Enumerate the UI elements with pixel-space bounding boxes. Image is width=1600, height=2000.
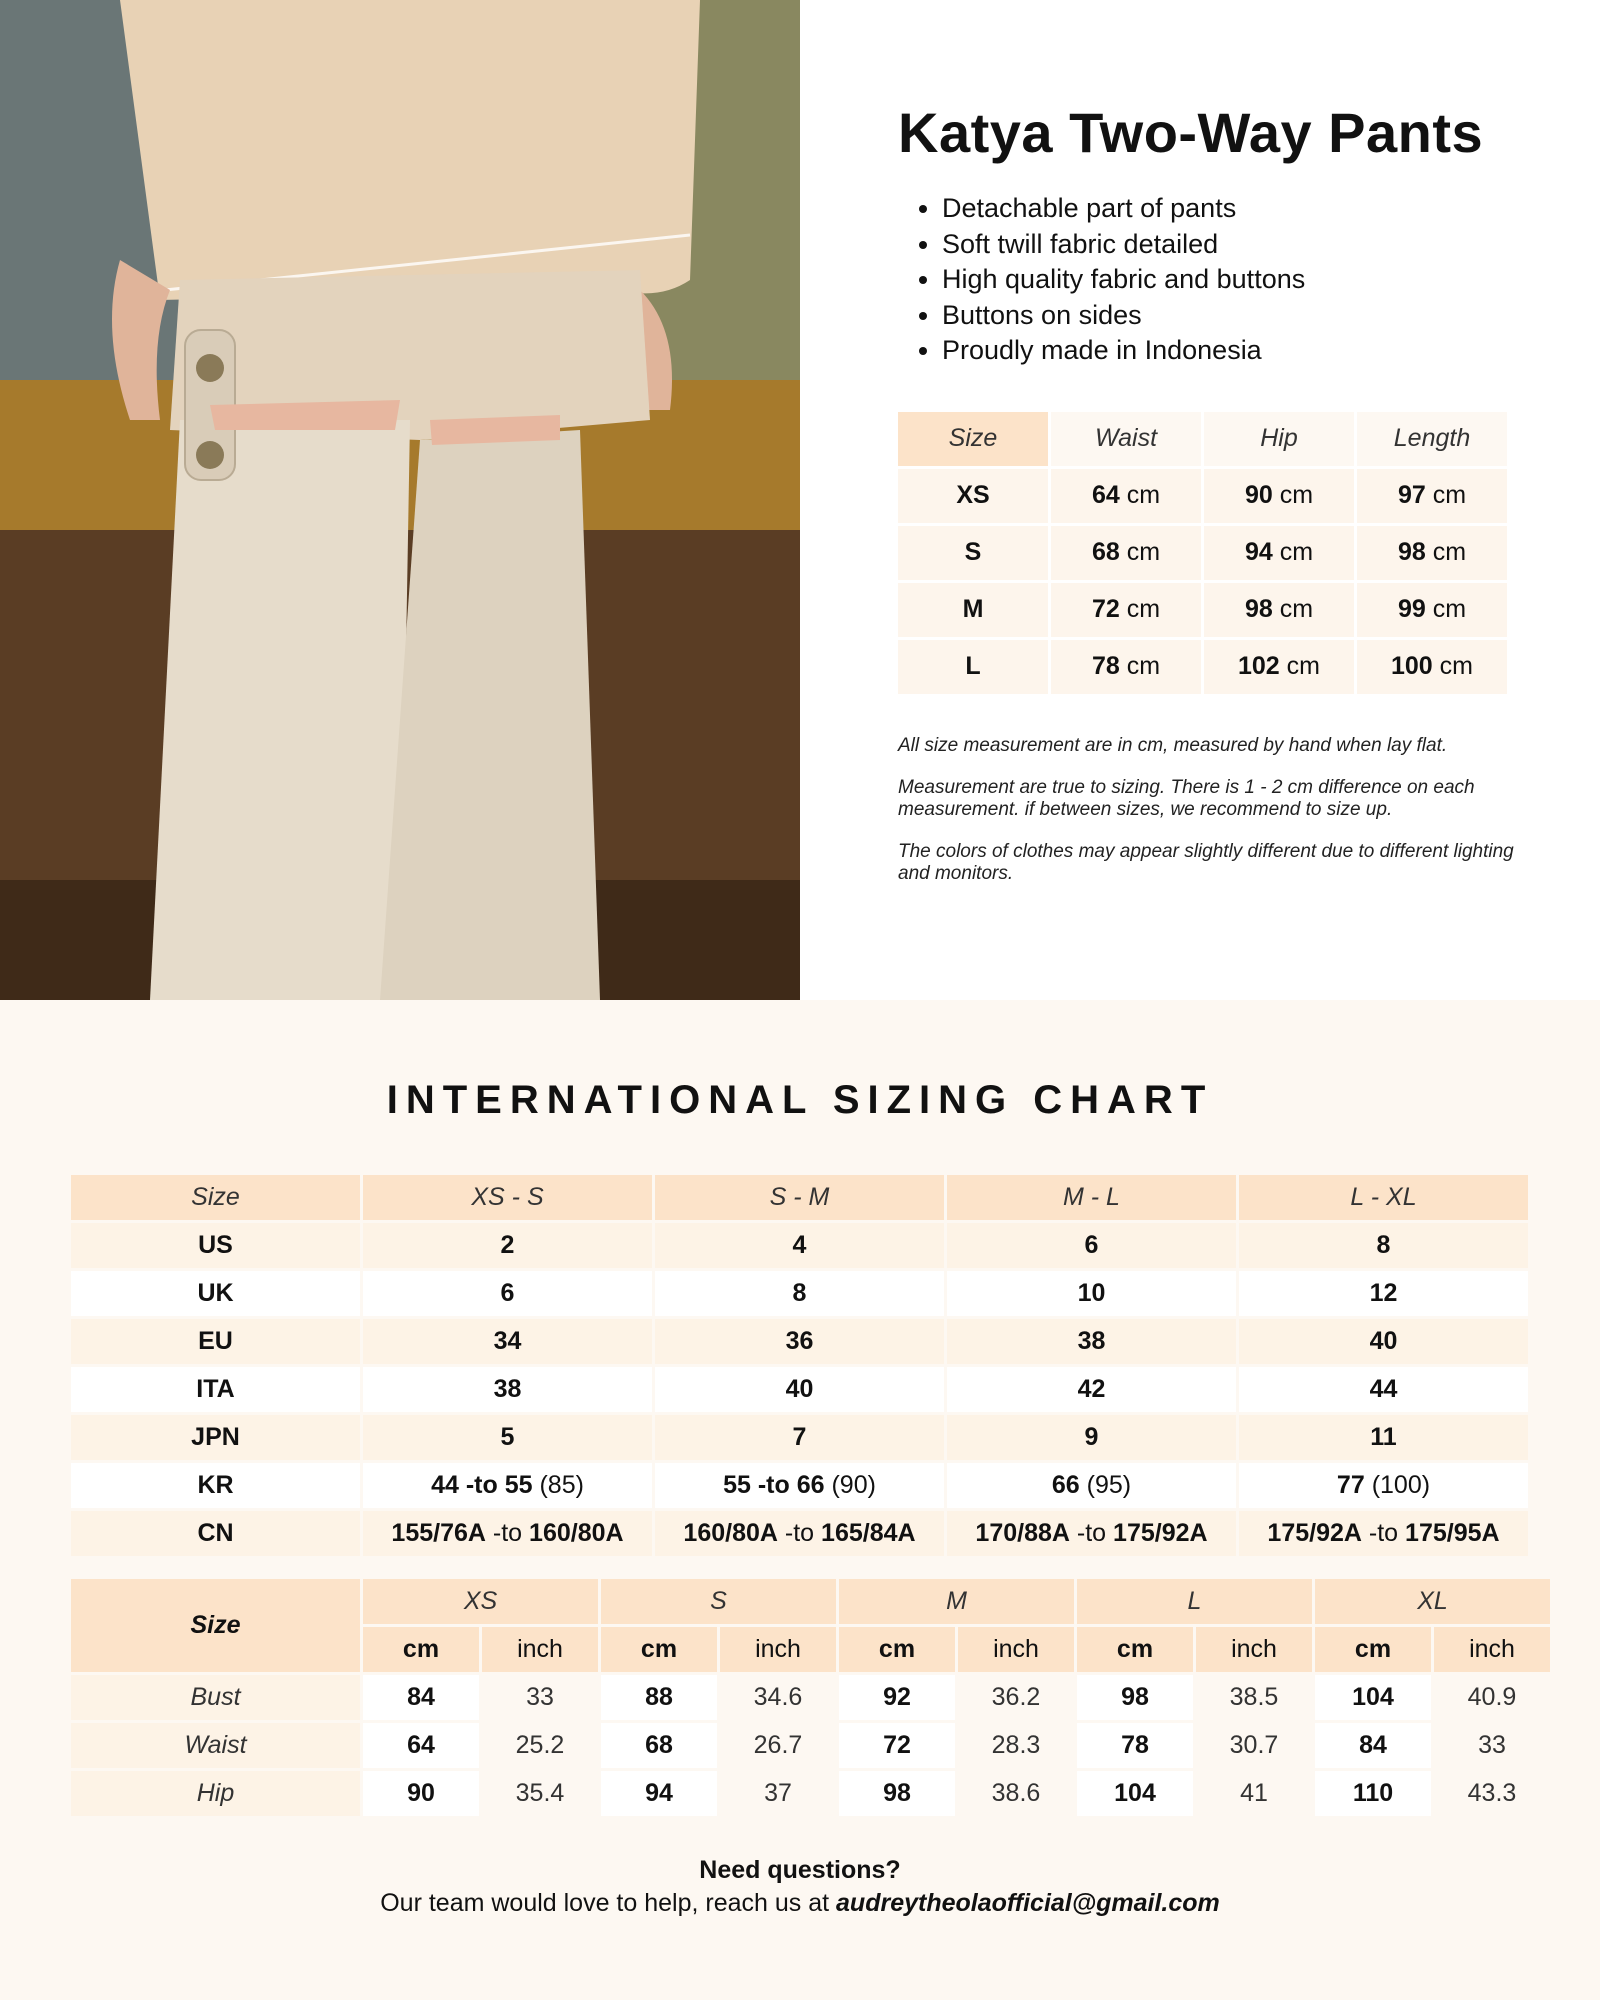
intl-header: M - L bbox=[947, 1175, 1236, 1220]
row-label: CN bbox=[71, 1511, 360, 1556]
cm-value: 78 bbox=[1077, 1723, 1193, 1768]
value: 94 bbox=[1244, 538, 1273, 566]
value: 90 bbox=[1244, 481, 1273, 509]
table-cell: 6 bbox=[363, 1271, 652, 1316]
inch-value: 30.7 bbox=[1196, 1723, 1312, 1768]
size-cell: L bbox=[898, 640, 1048, 694]
size-table-header bbox=[898, 412, 1507, 466]
cn-from: 175/92A bbox=[1267, 1519, 1362, 1547]
cn-to-word: -to bbox=[492, 1519, 523, 1547]
intl-row-ita bbox=[71, 1367, 1528, 1412]
kr-to: 66 bbox=[796, 1471, 825, 1499]
cm-value: 68 bbox=[601, 1723, 717, 1768]
table-cell: 36 bbox=[655, 1319, 944, 1364]
table-cell bbox=[1239, 1463, 1528, 1508]
cn-from: 170/88A bbox=[975, 1519, 1070, 1547]
table-cell: 40 bbox=[655, 1367, 944, 1412]
unit-header-inch: inch bbox=[958, 1627, 1074, 1672]
unit: cm bbox=[1126, 481, 1161, 509]
inch-value: 40.9 bbox=[1434, 1675, 1550, 1720]
contact-email[interactable]: audreytheolaofficial@gmail.com bbox=[836, 1889, 1220, 1917]
contact-message bbox=[0, 1889, 1600, 1918]
unit-header-cm: cm bbox=[839, 1627, 955, 1672]
value: 64 bbox=[1091, 481, 1120, 509]
size-header: Size bbox=[71, 1579, 360, 1672]
cn-to-word: -to bbox=[784, 1519, 815, 1547]
inch-value: 36.2 bbox=[958, 1675, 1074, 1720]
product-photo bbox=[0, 0, 800, 1000]
kr-to-word: -to bbox=[465, 1471, 498, 1499]
size-cell: M bbox=[898, 583, 1048, 637]
cn-to: 165/84A bbox=[821, 1519, 916, 1547]
size-row bbox=[898, 469, 1507, 523]
kr-paren: (100) bbox=[1371, 1471, 1431, 1499]
meas-row-bust bbox=[71, 1675, 1550, 1720]
kr-from: 66 bbox=[1051, 1471, 1080, 1499]
table-cell bbox=[1239, 1511, 1528, 1556]
intl-header: S - M bbox=[655, 1175, 944, 1220]
international-sizing-table bbox=[68, 1172, 1531, 1559]
meas-row-waist bbox=[71, 1723, 1550, 1768]
cn-to: 175/92A bbox=[1113, 1519, 1208, 1547]
feature-item: • Soft twill fabric detailed bbox=[942, 227, 1518, 263]
table-cell bbox=[947, 1463, 1236, 1508]
unit: cm bbox=[1279, 481, 1314, 509]
inch-value: 34.6 bbox=[720, 1675, 836, 1720]
row-label: ITA bbox=[71, 1367, 360, 1412]
inch-value: 43.3 bbox=[1434, 1771, 1550, 1816]
unit: cm bbox=[1126, 538, 1161, 566]
unit: cm bbox=[1286, 652, 1320, 680]
waist-cell bbox=[1051, 526, 1201, 580]
inch-value: 25.2 bbox=[482, 1723, 598, 1768]
meas-size-row bbox=[71, 1579, 1550, 1624]
intl-row-kr bbox=[71, 1463, 1528, 1508]
kr-from: 55 bbox=[723, 1471, 751, 1499]
value: 68 bbox=[1091, 538, 1120, 566]
intl-header: Size bbox=[71, 1175, 360, 1220]
kr-to-word: -to bbox=[757, 1471, 790, 1499]
header-size: Size bbox=[898, 412, 1048, 466]
value: 78 bbox=[1091, 652, 1120, 680]
row-label: JPN bbox=[71, 1415, 360, 1460]
contact-section bbox=[0, 1856, 1600, 1918]
unit: cm bbox=[1126, 652, 1161, 680]
unit-header-inch: inch bbox=[482, 1627, 598, 1672]
row-label: KR bbox=[71, 1463, 360, 1508]
value: 99 bbox=[1397, 595, 1426, 623]
value: 100 bbox=[1391, 652, 1433, 680]
intl-row-cn bbox=[71, 1511, 1528, 1556]
unit: cm bbox=[1279, 538, 1314, 566]
size-table bbox=[895, 409, 1510, 697]
waist-cell bbox=[1051, 640, 1201, 694]
cn-to: 160/80A bbox=[529, 1519, 624, 1547]
table-cell: 8 bbox=[1239, 1223, 1528, 1268]
row-label: US bbox=[71, 1223, 360, 1268]
inch-value: 38.5 bbox=[1196, 1675, 1312, 1720]
row-label: Hip bbox=[71, 1771, 360, 1816]
row-label: Bust bbox=[71, 1675, 360, 1720]
table-cell: 4 bbox=[655, 1223, 944, 1268]
cn-from: 155/76A bbox=[391, 1519, 486, 1547]
feature-list bbox=[898, 191, 1518, 369]
unit: cm bbox=[1279, 595, 1314, 623]
unit-header-inch: inch bbox=[720, 1627, 836, 1672]
cn-to: 175/95A bbox=[1405, 1519, 1500, 1547]
table-cell bbox=[947, 1511, 1236, 1556]
table-cell: 2 bbox=[363, 1223, 652, 1268]
product-title: Katya Two-Way Pants bbox=[898, 101, 1484, 164]
table-cell: 34 bbox=[363, 1319, 652, 1364]
cm-value: 92 bbox=[839, 1675, 955, 1720]
kr-paren: (85) bbox=[539, 1471, 584, 1499]
size-row bbox=[898, 583, 1507, 637]
kr-from: 44 bbox=[431, 1471, 459, 1499]
size-group-header: XS bbox=[363, 1579, 598, 1624]
intl-row-us bbox=[71, 1223, 1528, 1268]
header-length: Length bbox=[1357, 412, 1507, 466]
size-group-header: M bbox=[839, 1579, 1074, 1624]
contact-text: Our team would love to help, reach us at bbox=[380, 1889, 830, 1917]
product-info bbox=[898, 100, 1518, 905]
inch-value: 26.7 bbox=[720, 1723, 836, 1768]
size-row bbox=[898, 526, 1507, 580]
feature-item: • Proudly made in Indonesia bbox=[942, 333, 1518, 369]
intl-row-eu bbox=[71, 1319, 1528, 1364]
value: 98 bbox=[1244, 595, 1273, 623]
size-group-header: XL bbox=[1315, 1579, 1550, 1624]
inch-value: 38.6 bbox=[958, 1771, 1074, 1816]
note: All size measurement are in cm, measured by hand when lay flat. bbox=[898, 734, 1448, 756]
table-cell: 38 bbox=[363, 1367, 652, 1412]
cm-value: 104 bbox=[1077, 1771, 1193, 1816]
bottom-section bbox=[0, 1000, 1600, 2000]
product-photo-illustration bbox=[0, 0, 800, 1000]
unit: cm bbox=[1432, 481, 1467, 509]
table-cell bbox=[363, 1511, 652, 1556]
feature-item: • High quality fabric and buttons bbox=[942, 262, 1518, 298]
inch-value: 33 bbox=[1434, 1723, 1550, 1768]
cm-value: 84 bbox=[363, 1675, 479, 1720]
note: Measurement are true to sizing. There is 1 - 2 cm difference on each measurement. if between sizes, we recommend to size up. bbox=[898, 776, 1475, 820]
table-cell: 42 bbox=[947, 1367, 1236, 1412]
cm-value: 104 bbox=[1315, 1675, 1431, 1720]
header-waist: Waist bbox=[1051, 412, 1201, 466]
kr-to: 55 bbox=[504, 1471, 533, 1499]
intl-row-uk bbox=[71, 1271, 1528, 1316]
unit: cm bbox=[1432, 595, 1467, 623]
unit: cm bbox=[1439, 652, 1473, 680]
table-cell bbox=[363, 1463, 652, 1508]
cm-value: 88 bbox=[601, 1675, 717, 1720]
header-hip: Hip bbox=[1204, 412, 1354, 466]
table-cell bbox=[655, 1511, 944, 1556]
feature-item: • Detachable part of pants bbox=[942, 191, 1518, 227]
table-cell: 9 bbox=[947, 1415, 1236, 1460]
size-row bbox=[898, 640, 1507, 694]
note: The colors of clothes may appear slightly different due to different lighting and monitors. bbox=[898, 840, 1514, 884]
meas-row-hip bbox=[71, 1771, 1550, 1816]
size-group-header: S bbox=[601, 1579, 836, 1624]
cn-to-word: -to bbox=[1368, 1519, 1399, 1547]
length-cell bbox=[1357, 640, 1507, 694]
unit: cm bbox=[1432, 538, 1467, 566]
unit-header-cm: cm bbox=[1077, 1627, 1193, 1672]
inch-value: 28.3 bbox=[958, 1723, 1074, 1768]
row-label: UK bbox=[71, 1271, 360, 1316]
cm-value: 110 bbox=[1315, 1771, 1431, 1816]
size-cell: XS bbox=[898, 469, 1048, 523]
row-label: EU bbox=[71, 1319, 360, 1364]
cm-value: 98 bbox=[1077, 1675, 1193, 1720]
table-cell bbox=[655, 1463, 944, 1508]
table-cell: 6 bbox=[947, 1223, 1236, 1268]
cn-to-word: -to bbox=[1076, 1519, 1107, 1547]
unit-header-inch: inch bbox=[1196, 1627, 1312, 1672]
length-cell bbox=[1357, 583, 1507, 637]
length-cell bbox=[1357, 469, 1507, 523]
value: 97 bbox=[1397, 481, 1426, 509]
intl-header: XS - S bbox=[363, 1175, 652, 1220]
feature-item: • Buttons on sides bbox=[942, 298, 1518, 334]
unit-header-cm: cm bbox=[601, 1627, 717, 1672]
table-cell: 38 bbox=[947, 1319, 1236, 1364]
cm-value: 94 bbox=[601, 1771, 717, 1816]
hip-cell bbox=[1204, 469, 1354, 523]
unit-header-cm: cm bbox=[1315, 1627, 1431, 1672]
waist-cell bbox=[1051, 583, 1201, 637]
kr-paren: (95) bbox=[1086, 1471, 1132, 1499]
cm-value: 72 bbox=[839, 1723, 955, 1768]
row-label: Waist bbox=[71, 1723, 360, 1768]
value: 102 bbox=[1238, 652, 1280, 680]
kr-from: 77 bbox=[1336, 1471, 1365, 1499]
length-cell bbox=[1357, 526, 1507, 580]
intl-row-jpn bbox=[71, 1415, 1528, 1460]
kr-paren: (90) bbox=[831, 1471, 876, 1499]
table-cell: 44 bbox=[1239, 1367, 1528, 1412]
inch-value: 35.4 bbox=[482, 1771, 598, 1816]
cm-value: 90 bbox=[363, 1771, 479, 1816]
table-cell: 8 bbox=[655, 1271, 944, 1316]
table-cell: 12 bbox=[1239, 1271, 1528, 1316]
cn-from: 160/80A bbox=[683, 1519, 778, 1547]
table-cell: 5 bbox=[363, 1415, 652, 1460]
table-cell: 10 bbox=[947, 1271, 1236, 1316]
hip-cell bbox=[1204, 640, 1354, 694]
cm-value: 84 bbox=[1315, 1723, 1431, 1768]
unit: cm bbox=[1126, 595, 1161, 623]
unit-header-cm: cm bbox=[363, 1627, 479, 1672]
body-measurement-table bbox=[68, 1576, 1553, 1819]
value: 98 bbox=[1397, 538, 1426, 566]
hip-cell bbox=[1204, 526, 1354, 580]
unit-header-inch: inch bbox=[1434, 1627, 1550, 1672]
inch-value: 37 bbox=[720, 1771, 836, 1816]
intl-header-row bbox=[71, 1175, 1528, 1220]
measurement-notes bbox=[898, 735, 1518, 885]
inch-value: 41 bbox=[1196, 1771, 1312, 1816]
cm-value: 98 bbox=[839, 1771, 955, 1816]
intl-header: L - XL bbox=[1239, 1175, 1528, 1220]
table-cell: 11 bbox=[1239, 1415, 1528, 1460]
value: 72 bbox=[1091, 595, 1120, 623]
waist-cell bbox=[1051, 469, 1201, 523]
table-cell: 40 bbox=[1239, 1319, 1528, 1364]
size-group-header: L bbox=[1077, 1579, 1312, 1624]
hip-cell bbox=[1204, 583, 1354, 637]
size-cell: S bbox=[898, 526, 1048, 580]
contact-question: Need questions? bbox=[699, 1856, 901, 1884]
inch-value: 33 bbox=[482, 1675, 598, 1720]
international-chart-title: INTERNATIONAL SIZING CHART bbox=[386, 1078, 1214, 1122]
cm-value: 64 bbox=[363, 1723, 479, 1768]
table-cell: 7 bbox=[655, 1415, 944, 1460]
